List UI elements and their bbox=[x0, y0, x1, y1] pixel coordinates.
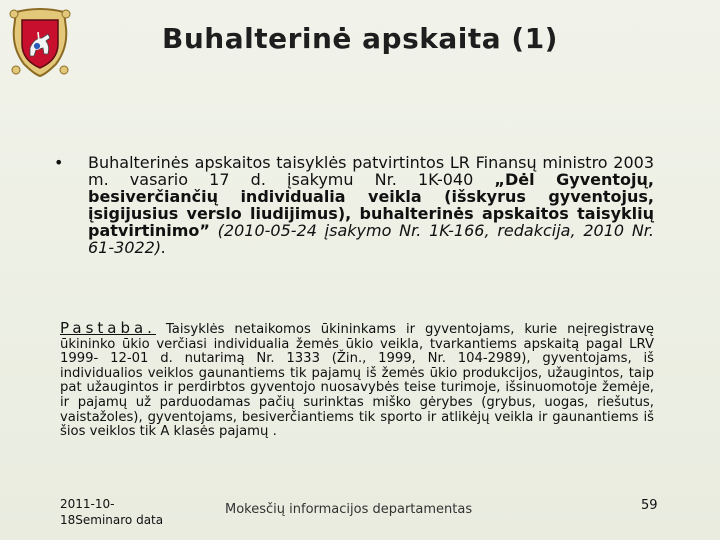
note-text: Taisyklės netaikomos ūkininkams ir gyventojams, kurie neįregistravę ūkininko ūkio verčiasi individualia žemės ūkio veikla, tvarkantiems apskaitą pagal LRV 1999- 12-01 d. nutarimą Nr. 1333 (Žin., 1999, Nr. 104-2989), gyventojams, iš individualios veiklos gaunantiems tik pajamų iš žemės ūkio produkcijos, užaugintos, taip pat užaugintos ir perdirbtos gyventojo nuosavybės teise turimoje, išsinuomotoje žemėje, ir pajamų už parduodamas pačių surinktas miško gėrybes (grybus, uogas, riešutus, vaistažoles), gyventojams, besiverčiantiems tik sporto ir atlikėjų veikla ir gaunantiems iš šios veiklos tik A klasės pajamų . bbox=[60, 322, 654, 440]
page-number: 59 bbox=[641, 498, 658, 513]
footer-date-line2: 18Seminaro data bbox=[60, 513, 164, 527]
footer-department: Mokesčių informacijos departamentas bbox=[225, 502, 473, 517]
bullet-text-regular: Buhalterinės apskaitos taisyklės patvirtintos LR Finansų ministro 2003 m. vasario 17 d. įsakymu Nr. 1K-040 bbox=[88, 153, 654, 189]
note-paragraph bbox=[60, 321, 654, 440]
bullet-text-bold: „Dėl Gyventojų, besiverčiančių individualia veikla (išskyrus gyventojus, įsigijusius verslo liudijimus), buhalterinės apskaitos taisyklių patvirtinimo” bbox=[88, 170, 655, 240]
bullet-icon: • bbox=[54, 153, 64, 172]
note-label: Pastaba. bbox=[60, 319, 156, 337]
coat-of-arms-icon bbox=[8, 8, 72, 78]
bullet-paragraph bbox=[54, 153, 655, 257]
bullet-text-italic: (2010-05-24 įsakymo Nr. 1K-166, redakcija, 2010 Nr. 61-3022). bbox=[88, 221, 654, 257]
footer-date-line1: 2011-10- bbox=[60, 497, 115, 511]
footer-date bbox=[60, 496, 163, 528]
slide-title: Buhalterinė apskaita (1) bbox=[162, 22, 558, 55]
